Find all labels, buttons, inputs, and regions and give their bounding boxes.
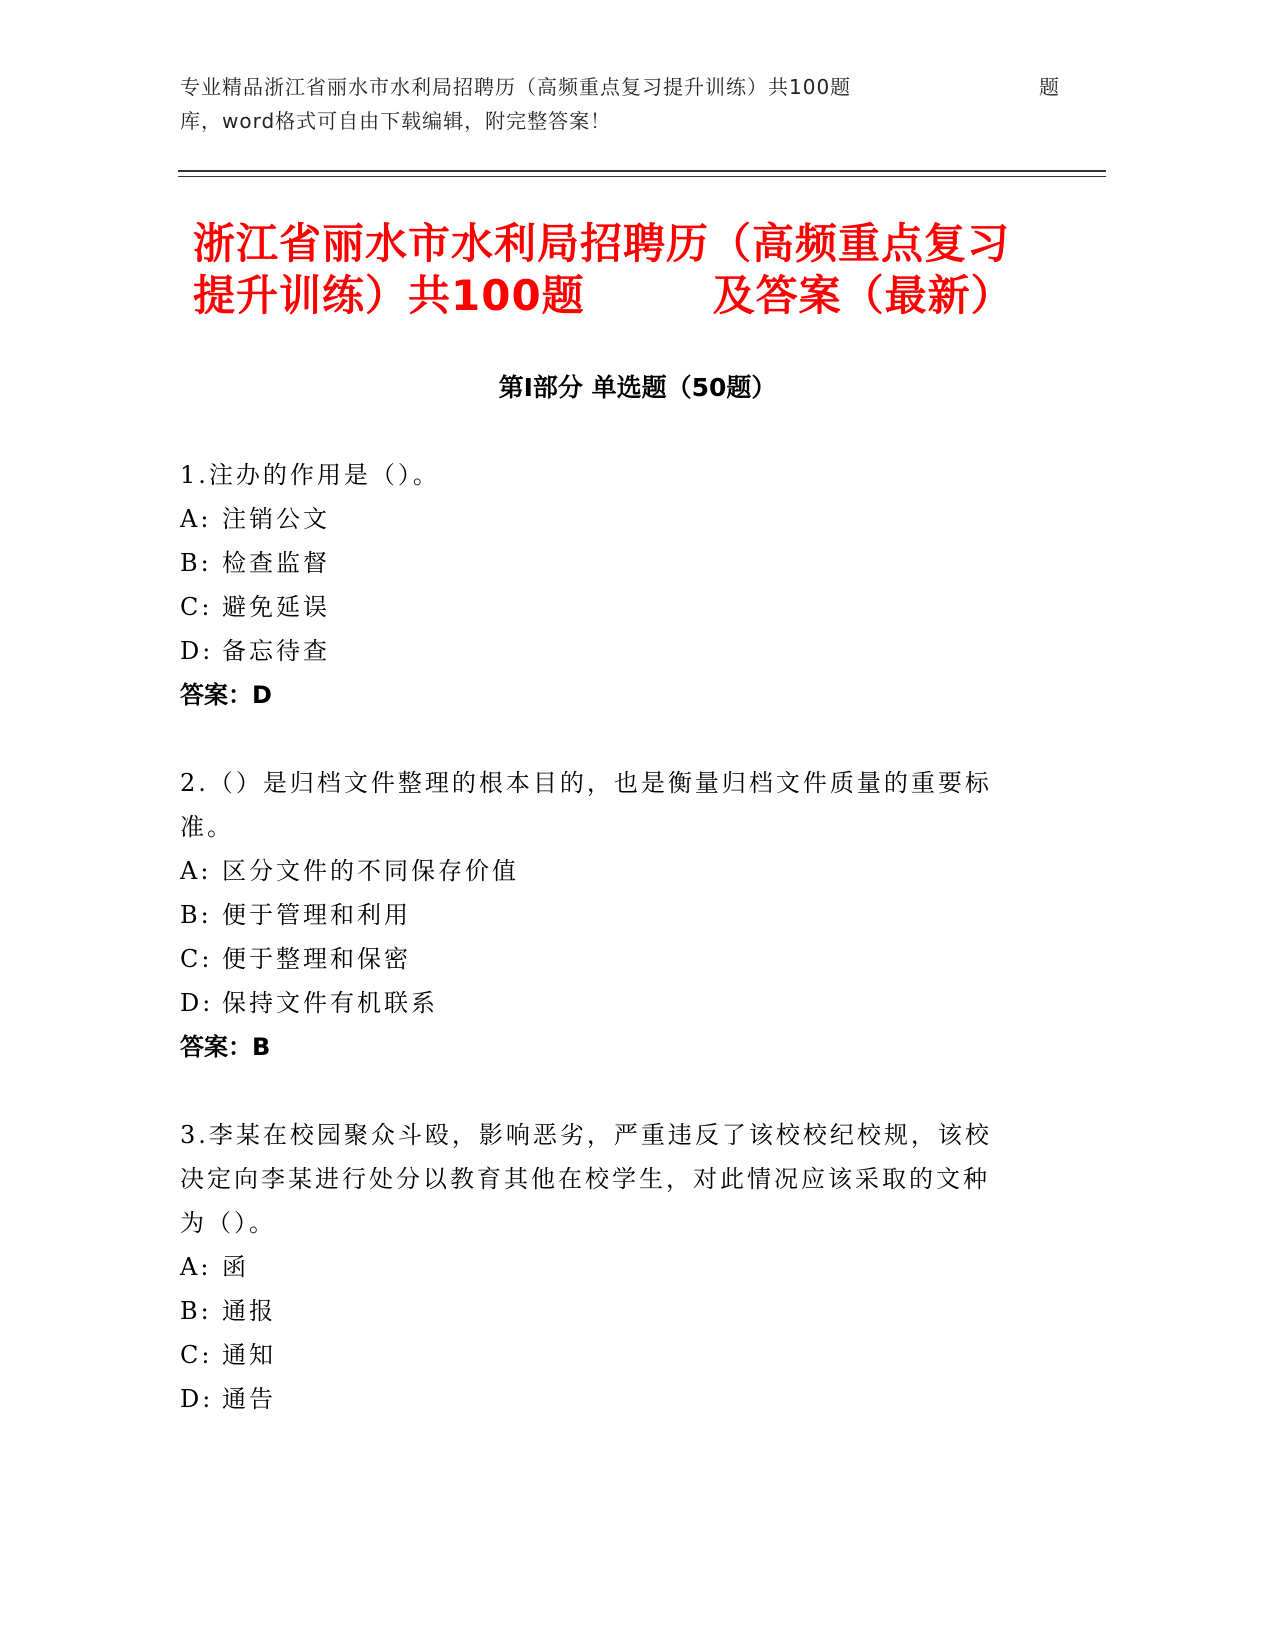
option-b [180,541,1015,585]
answer: 答案：D [180,681,272,709]
option-key: D: [180,1385,214,1413]
option-b [180,893,1015,937]
option-text: 函 [222,1253,249,1281]
option-text: 检查监督 [222,549,330,577]
title-line-2-right: 及答案（最新） [712,271,1014,320]
option-text: 区分文件的不同保存价值 [222,857,519,885]
question-text: 1.注办的作用是（）。 [180,461,440,489]
option-d [180,1377,1015,1421]
option-text: 避免延误 [222,593,330,621]
option-text: 注销公文 [222,505,330,533]
option-text: 通告 [222,1385,276,1413]
question-text: 3.李某在校园聚众斗殴，影响恶劣，严重违反了该校校纪校规，该校决定向李某进行处分以教育其他在校学生，对此情况应该采取的文种为（）。 [180,1121,992,1237]
option-d [180,629,1015,673]
question-3 [180,1113,1015,1421]
option-text: 通知 [222,1341,276,1369]
option-c [180,1333,1015,1377]
option-key: C: [180,1341,213,1369]
option-a [180,1245,1015,1289]
question-text: 2.（）是归档文件整理的根本目的，也是衡量归档文件质量的重要标准。 [180,769,992,841]
option-a [180,849,1015,893]
option-key: A: [180,857,212,885]
option-d [180,981,1015,1025]
option-text: 保持文件有机联系 [222,989,438,1017]
title-line-1: 浙江省丽水市水利局招聘历（高频重点复习 [193,219,1011,268]
option-key: B: [180,549,212,577]
option-key: A: [180,1253,212,1281]
option-text: 便于整理和保密 [222,945,411,973]
option-b [180,1289,1015,1333]
option-key: B: [180,1297,212,1325]
header-divider-thin [178,176,1106,177]
answer: 答案：B [180,1033,271,1061]
option-key: D: [180,637,214,665]
option-key: C: [180,945,213,973]
title-line-2 [193,270,1093,322]
option-text: 备忘待查 [222,637,330,665]
question-2 [180,761,1015,1069]
header-line-1-right: 题 [1039,75,1060,99]
option-text: 通报 [222,1297,276,1325]
option-c [180,585,1015,629]
header-divider-thick [178,170,1106,172]
option-c [180,937,1015,981]
option-key: B: [180,901,212,929]
header-line-1 [180,70,1060,104]
option-key: D: [180,989,214,1017]
option-key: C: [180,593,213,621]
question-1 [180,453,1015,717]
option-text: 便于管理和利用 [222,901,411,929]
header-line-2: 库，word格式可自由下载编辑，附完整答案！ [180,109,612,133]
option-a [180,497,1015,541]
option-key: A: [180,505,212,533]
document-title [193,218,1093,322]
title-line-2-left: 提升训练）共100题 [193,271,585,320]
header-line-1-left: 专业精品浙江省丽水市水利局招聘历（高频重点复习提升训练）共100题 [180,75,852,99]
header-note [180,70,1060,138]
section-heading: 第Ⅰ部分 单选题（50题） [498,373,777,402]
question-list [180,453,1015,1465]
